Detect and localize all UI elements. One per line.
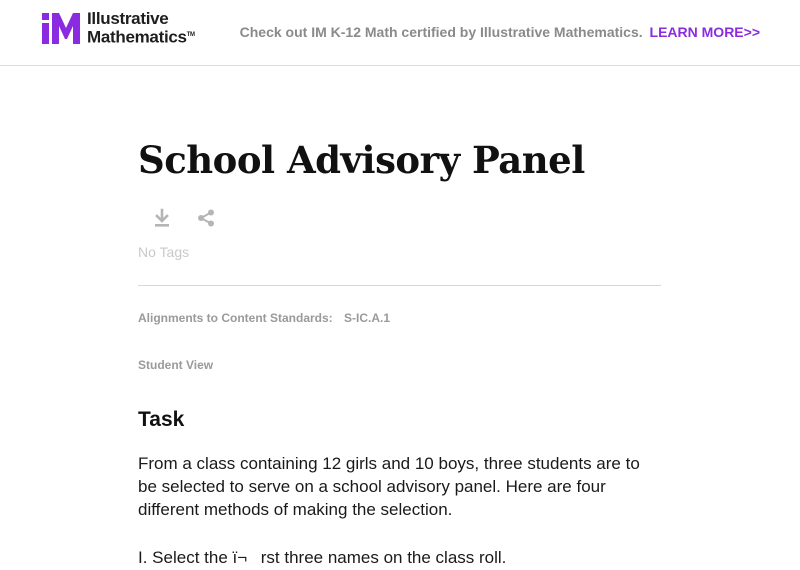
im-logo-mark [41, 10, 83, 46]
student-view-link[interactable]: Student View [138, 358, 214, 372]
standard-link[interactable]: S-IC.A.1 [344, 311, 391, 325]
tags-label: No Tags [138, 244, 190, 260]
logo-wordmark [87, 10, 195, 46]
page-title: School Advisory Panel [138, 138, 585, 182]
logo-trademark: TM [186, 32, 195, 39]
task-heading: Task [138, 408, 185, 431]
promo-banner [240, 24, 760, 40]
divider [138, 285, 661, 286]
logo-line-1: Illustrative [87, 9, 169, 29]
promo-text: Check out IM K-12 Math certified by Illustrative Mathematics. [239, 24, 643, 40]
im-logo[interactable] [41, 10, 195, 46]
task-actions [150, 206, 218, 230]
alignments-label: Alignments to Content Standards: [138, 311, 333, 325]
download-icon[interactable] [150, 206, 174, 230]
task-method-1: I. Select the ï¬rst three names on the class roll. [138, 548, 507, 567]
top-bar [0, 0, 800, 66]
task-intro: From a class containing 12 girls and 10 boys, three students are to be selected to serve on a school advisory panel. Here are four different methods of making the selection. [138, 454, 640, 519]
learn-more-link[interactable]: LEARN MORE>> [649, 24, 760, 40]
share-icon[interactable] [194, 206, 218, 230]
alignments-row [138, 311, 390, 325]
logo-line-2: Mathematics™ [87, 27, 195, 47]
